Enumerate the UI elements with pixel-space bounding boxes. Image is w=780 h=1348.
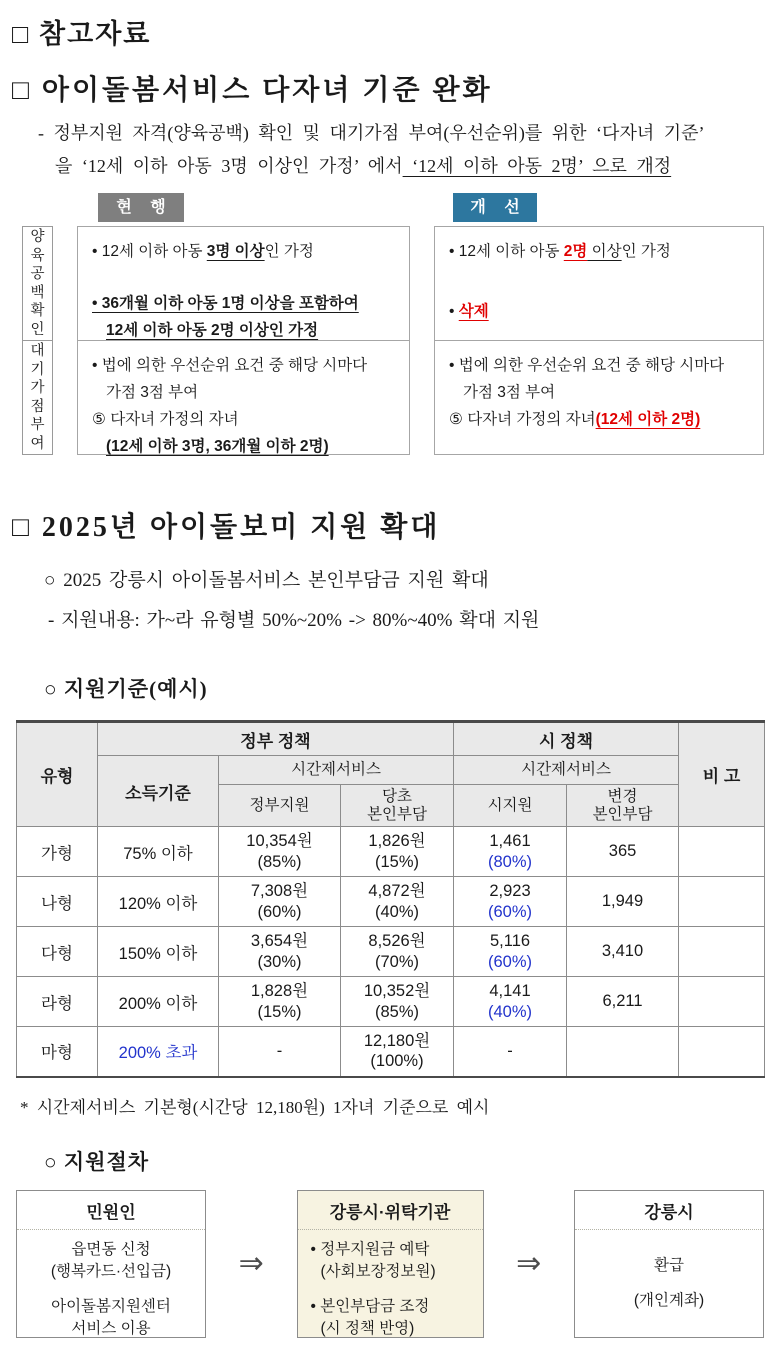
cell-gov-support — [219, 977, 341, 1027]
section2-subline-1: ○ 2025 강릉시 아이돌봄서비스 본인부담금 지원 확대 — [44, 570, 489, 591]
current-badge: 현 행 — [98, 193, 184, 222]
table-row-da — [17, 927, 765, 977]
improved-bullet-2 — [449, 298, 751, 325]
comparison-section — [0, 193, 780, 456]
improved-points-item-5 — [449, 406, 751, 433]
text-segment-red: 2명 — [563, 243, 588, 260]
improved-points-line-1: • 법에 의한 우선순위 요건 중 해당 시마다 — [449, 357, 725, 374]
cell-new-copay: 1,949 — [567, 877, 679, 927]
current-points-detail — [92, 433, 397, 460]
value: 7,308원 — [250, 882, 309, 901]
percent: (85%) — [375, 1002, 420, 1021]
header-new-copay-line2: 본인부담 — [592, 805, 653, 823]
improved-points-line-2: 가점 3점 부여 — [463, 384, 556, 401]
text-segment: • 12세 이하 아동 — [92, 243, 207, 260]
flow-line: 서비스 이용 — [71, 1319, 151, 1337]
current-points-line-1: • 법에 의한 우선순위 요건 중 해당 시마다 — [92, 357, 368, 374]
percent: (30%) — [257, 952, 302, 971]
cell-new-copay: 6,211 — [567, 977, 679, 1027]
text-segment-underlined: 이상 — [587, 243, 622, 260]
flow-line: • 정부지원금 예탁 — [310, 1240, 430, 1258]
flow-line: • 본인부담금 조정 — [310, 1297, 430, 1315]
value: 4,141 — [489, 982, 531, 1001]
flow-arrow-icon: ⇒ — [238, 1246, 264, 1281]
cell-original-copay — [341, 1027, 454, 1077]
current-bullet-2-line-1: • 36개월 이하 아동 1명 이상을 포함하여 — [92, 295, 359, 312]
percent-blue: (60%) — [488, 902, 533, 921]
flow-line: (시 정책 반영) — [320, 1319, 415, 1337]
cell-type: 마형 — [17, 1027, 98, 1077]
comparison-grid — [22, 226, 764, 455]
text-segment: • 12세 이하 아동 — [449, 243, 564, 260]
percent: (85%) — [257, 852, 302, 871]
percent: (15%) — [257, 1002, 302, 1021]
text-segment-red: (12세 이하 2명) — [595, 411, 701, 428]
table-footnote: * 시간제서비스 기본형(시간당 12,180원) 1자녀 기준으로 예시 — [20, 1097, 490, 1117]
cell-income: 200% 초과 — [98, 1027, 219, 1077]
header-hourly-gov: 시간제서비스 — [219, 756, 454, 785]
row-label-wait-points-text: 대기가점부여 — [30, 343, 45, 452]
improved-care-gap-cell — [434, 226, 764, 341]
value: 2,923 — [489, 882, 531, 901]
current-points-line-2: 가점 3점 부여 — [106, 384, 199, 401]
value: 10,354원 — [246, 832, 313, 851]
flow-line: (행복카드·선입금) — [50, 1262, 172, 1280]
header-original-copay-line2: 본인부담 — [367, 805, 427, 823]
value: 12,180원 — [363, 1032, 431, 1051]
row-label-care-gap — [22, 226, 53, 341]
value: - — [276, 1042, 283, 1061]
cell-city-support — [454, 927, 567, 977]
percent: (40%) — [375, 902, 420, 921]
section2-heading: □ 2025년 아이돌보미 지원 확대 — [12, 512, 441, 543]
flow-line: 읍면동 신청 — [71, 1240, 151, 1258]
table-row-ra — [17, 977, 765, 1027]
cell-original-copay — [341, 827, 454, 877]
header-city-support: 시지원 — [454, 785, 567, 827]
cell-original-copay — [341, 927, 454, 977]
cell-note — [679, 1027, 765, 1077]
section2-subline-2: - 지원내용: 가~라 유형별 50%~20% -> 80%~40% 확대 지원 — [48, 610, 540, 631]
cell-type: 가형 — [17, 827, 98, 877]
cell-income: 75% 이하 — [98, 827, 219, 877]
cell-income: 150% 이하 — [98, 927, 219, 977]
flow-box-title: 강릉시 — [575, 1191, 763, 1230]
value: 1,826원 — [368, 832, 426, 851]
percent-blue: (40%) — [488, 1002, 533, 1021]
intro-line-2-plain: 을 ‘12세 이하 아동 3명 이상인 가정’ 에서 — [55, 156, 403, 176]
header-hourly-city: 시간제서비스 — [454, 756, 679, 785]
cell-income: 120% 이하 — [98, 877, 219, 927]
flow-box-city-agency — [297, 1190, 484, 1338]
current-bullet-1 — [92, 238, 397, 265]
header-gov-policy: 정부 정책 — [98, 722, 454, 756]
header-income: 소득기준 — [98, 756, 219, 827]
percent-blue: (80%) — [488, 852, 533, 871]
cell-new-copay: 365 — [567, 827, 679, 877]
text-segment-emphasis: 3명 이상 — [206, 243, 265, 260]
percent: (60%) — [257, 902, 302, 921]
text-segment: 인 가정 — [264, 243, 314, 260]
procedure-heading: ○ 지원절차 — [44, 1149, 150, 1174]
text-segment-emphasis: 12세 이하 아동 2명 이상인 가정 — [106, 322, 319, 339]
cell-new-copay — [567, 1027, 679, 1077]
header-new-copay — [567, 785, 679, 827]
header-city-policy: 시 정책 — [454, 722, 679, 756]
intro-line-2 — [38, 150, 760, 183]
text-segment: ⑤ 다자녀 가정의 자녀 — [449, 411, 596, 428]
value: - — [507, 1042, 513, 1061]
percent: (15%) — [375, 852, 420, 871]
header-original-copay-line1: 당초 — [382, 787, 412, 805]
cell-gov-support — [219, 927, 341, 977]
cell-income: 200% 이하 — [98, 977, 219, 1027]
row-label-wait-points — [22, 340, 53, 455]
improved-bullet-1 — [449, 238, 751, 265]
section1-heading: □ 아이돌봄서비스 다자녀 기준 완화 — [12, 75, 493, 106]
percent: (70%) — [375, 952, 420, 971]
flow-box-title: 민원인 — [17, 1191, 205, 1230]
flow-box-title: 강릉시·위탁기관 — [298, 1191, 483, 1230]
procedure-flow — [16, 1190, 764, 1338]
flow-box-body — [17, 1230, 205, 1348]
cell-city-support — [454, 877, 567, 927]
current-care-gap-cell — [77, 226, 410, 341]
cell-note — [679, 827, 765, 877]
cell-note — [679, 927, 765, 977]
header-type: 유형 — [17, 722, 98, 827]
text-segment-emphasis: (12세 이하 3명, 36개월 이하 2명) — [106, 438, 329, 455]
cell-note — [679, 977, 765, 1027]
flow-line: (사회보장정보원) — [320, 1262, 436, 1280]
value: 1,828원 — [250, 982, 309, 1001]
table-row-ga — [17, 827, 765, 877]
improved-wait-points-cell — [434, 340, 764, 455]
document-page — [0, 12, 780, 1338]
flow-line: 환급 — [654, 1257, 684, 1274]
current-points-item-5: ⑤ 다자녀 가정의 자녀 — [92, 411, 239, 428]
cell-gov-support — [219, 1027, 341, 1077]
cell-type: 다형 — [17, 927, 98, 977]
value: 4,872원 — [368, 882, 426, 901]
value: 1,461 — [489, 832, 531, 851]
cell-type: 라형 — [17, 977, 98, 1027]
flow-box-applicant — [16, 1190, 206, 1338]
cell-original-copay — [341, 977, 454, 1027]
value: 10,352원 — [363, 982, 431, 1001]
intro-line-2-underlined: ‘12세 이하 아동 2명’ 으로 개정 — [402, 156, 672, 176]
percent: (100%) — [370, 1052, 424, 1071]
table-row-ma — [17, 1027, 765, 1077]
cell-gov-support — [219, 877, 341, 927]
improved-badge: 개 선 — [453, 193, 537, 222]
cell-original-copay — [341, 877, 454, 927]
header-gov-support: 정부지원 — [219, 785, 341, 827]
table-row-na — [17, 877, 765, 927]
section1-intro — [38, 117, 760, 183]
cell-city-support — [454, 1027, 567, 1077]
header-note: 비 고 — [679, 722, 765, 827]
criteria-heading: ○ 지원기준(예시) — [44, 677, 208, 701]
support-criteria-table — [16, 720, 765, 1078]
intro-line-1: - 정부지원 자격(양육공백) 확인 및 대기가점 부여(우선순위)를 위한 ‘다자녀 기준’ — [38, 123, 705, 143]
cell-gov-support — [219, 827, 341, 877]
value: 8,526원 — [368, 932, 426, 951]
cell-note — [679, 877, 765, 927]
flow-arrow-icon: ⇒ — [516, 1246, 542, 1281]
cell-city-support — [454, 977, 567, 1027]
cell-type: 나형 — [17, 877, 98, 927]
flow-box-body — [575, 1230, 763, 1337]
current-wait-points-cell — [77, 340, 410, 455]
header-original-copay — [341, 785, 454, 827]
header-new-copay-line1: 변경 — [607, 787, 638, 805]
flow-line: 아이돌봄지원센터 — [51, 1297, 171, 1315]
percent-blue: (60%) — [488, 952, 533, 971]
text-segment: 인 가정 — [621, 243, 671, 260]
cell-city-support — [454, 827, 567, 877]
text-segment: • — [449, 303, 459, 320]
row-label-care-gap-text: 양육공백확인 — [30, 229, 45, 338]
value: 3,654원 — [250, 932, 309, 951]
flow-box-city — [574, 1190, 764, 1338]
flow-line: (개인계좌) — [633, 1292, 705, 1309]
value: 5,116 — [489, 932, 531, 951]
flow-box-body — [298, 1230, 483, 1348]
text-segment-red: 삭제 — [458, 303, 489, 320]
cell-new-copay: 3,410 — [567, 927, 679, 977]
page-title: □ 참고자료 — [12, 19, 152, 49]
